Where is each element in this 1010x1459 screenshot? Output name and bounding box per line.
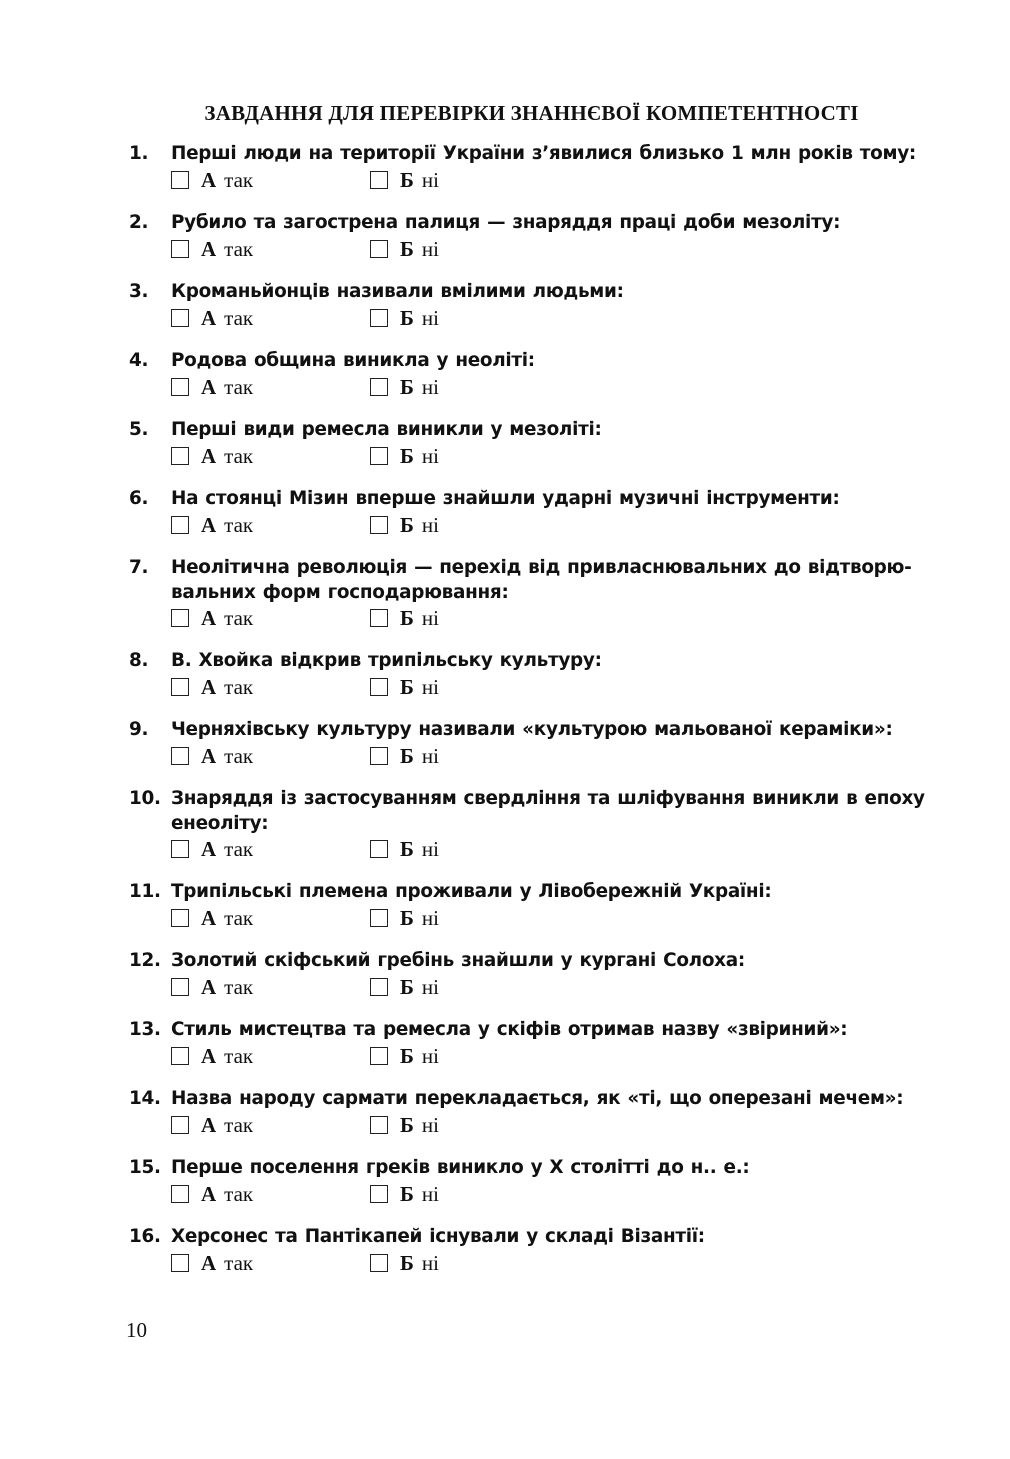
checkbox[interactable] [171, 171, 189, 189]
option-label: так [224, 236, 254, 261]
question-number: 4. [129, 350, 149, 371]
answer-options [171, 836, 939, 863]
checkbox[interactable] [171, 609, 189, 627]
question-15 [129, 1155, 939, 1208]
option-label: так [224, 1250, 254, 1275]
question-text: Трипільські племена проживали у Лівобережній Україні: [171, 881, 772, 902]
option-letter: Б [400, 836, 414, 861]
option-a-yes[interactable] [171, 838, 253, 860]
checkbox[interactable] [171, 1254, 189, 1272]
option-a-yes[interactable] [171, 1045, 253, 1067]
checkbox[interactable] [171, 240, 189, 258]
question-text: Рубило та загострена палиця — знаряддя праці доби мезоліту: [171, 212, 841, 233]
answer-options [171, 374, 939, 401]
option-label: так [224, 1112, 254, 1137]
question-7 [129, 555, 939, 632]
question-text: На стоянці Мізин вперше знайшли ударні музичні інструменти: [171, 488, 840, 509]
option-label: так [224, 605, 254, 630]
question-number: 12. [129, 950, 161, 971]
option-a-yes[interactable] [171, 376, 253, 398]
option-letter: Б [400, 443, 414, 468]
option-letter: Б [400, 236, 414, 261]
page-title: ЗАВДАННЯ ДЛЯ ПЕРЕВІРКИ ЗНАННЄВОЇ КОМПЕТЕНТНОСТІ [204, 101, 859, 125]
checkbox[interactable] [171, 978, 189, 996]
option-letter: А [201, 1250, 217, 1275]
option-b-no[interactable] [370, 907, 439, 929]
option-label: ні [421, 512, 439, 537]
option-label: ні [421, 1112, 439, 1137]
answer-options [171, 1043, 939, 1070]
option-letter: А [201, 305, 217, 330]
option-a-yes[interactable] [171, 676, 253, 698]
option-label: так [224, 305, 254, 330]
checkbox[interactable] [171, 747, 189, 765]
option-letter: А [201, 836, 217, 861]
question-text: Стиль мистецтва та ремесла у скіфів отримав назву «звіриний»: [171, 1019, 848, 1040]
option-letter: А [201, 512, 217, 537]
option-letter: Б [400, 374, 414, 399]
option-label: так [224, 974, 254, 999]
option-label: так [224, 512, 254, 537]
option-b-no[interactable] [370, 238, 439, 260]
answer-options [171, 1181, 939, 1208]
option-letter: Б [400, 674, 414, 699]
checkbox[interactable] [171, 678, 189, 696]
option-label: ні [421, 974, 439, 999]
answer-options [171, 1112, 939, 1139]
question-9 [129, 717, 939, 770]
option-label: так [224, 905, 254, 930]
question-13 [129, 1017, 939, 1070]
checkbox[interactable] [370, 378, 388, 396]
option-letter: А [201, 1043, 217, 1068]
option-label: так [224, 167, 254, 192]
checkbox[interactable] [370, 309, 388, 327]
checkbox[interactable] [370, 1116, 388, 1134]
question-text: Перше поселення греків виникло у Х столітті до н.. е.: [171, 1157, 750, 1178]
question-number: 3. [129, 281, 149, 302]
option-letter: А [201, 443, 217, 468]
option-label: так [224, 1043, 254, 1068]
answer-options [171, 305, 939, 332]
question-number: 6. [129, 488, 149, 509]
option-label: ні [421, 305, 439, 330]
option-label: так [224, 743, 254, 768]
option-a-yes[interactable] [171, 169, 253, 191]
option-b-no[interactable] [370, 745, 439, 767]
option-label: ні [421, 905, 439, 930]
checkbox[interactable] [370, 747, 388, 765]
checkbox[interactable] [370, 978, 388, 996]
question-text: Неолітична революція — перехід від привласнювальних до відтворю-вальних форм господарювання: [171, 557, 912, 603]
question-number: 10. [129, 788, 161, 809]
option-label: ні [421, 1181, 439, 1206]
question-5 [129, 417, 939, 470]
question-text: Золотий скіфський гребінь знайшли у кургані Солоха: [171, 950, 745, 971]
question-text: Назва народу сармати перекладається, як «ті, що оперезані мечем»: [171, 1088, 904, 1109]
answer-options [171, 167, 939, 194]
option-letter: А [201, 167, 217, 192]
option-a-yes[interactable] [171, 607, 253, 629]
option-letter: Б [400, 1112, 414, 1137]
checkbox[interactable] [370, 609, 388, 627]
question-text: Херсонес та Пантікапей існували у складі Візантії: [171, 1226, 705, 1247]
question-text: Перші види ремесла виникли у мезоліті: [171, 419, 602, 440]
option-b-no[interactable] [370, 1252, 439, 1274]
option-b-no[interactable] [370, 838, 439, 860]
question-14 [129, 1086, 939, 1139]
answer-options [171, 605, 939, 632]
question-number: 15. [129, 1157, 161, 1178]
question-11 [129, 879, 939, 932]
option-letter: А [201, 1181, 217, 1206]
option-a-yes[interactable] [171, 976, 253, 998]
option-a-yes[interactable] [171, 514, 253, 536]
option-b-no[interactable] [370, 676, 439, 698]
checkbox[interactable] [171, 1047, 189, 1065]
option-letter: Б [400, 905, 414, 930]
option-label: так [224, 374, 254, 399]
question-text: В. Хвойка відкрив трипільську культуру: [171, 650, 602, 671]
question-1 [129, 141, 939, 194]
answer-options [171, 974, 939, 1001]
option-a-yes[interactable] [171, 307, 253, 329]
question-number: 11. [129, 881, 161, 902]
question-16 [129, 1224, 939, 1277]
option-label: так [224, 443, 254, 468]
option-a-yes[interactable] [171, 907, 253, 929]
checkbox[interactable] [171, 516, 189, 534]
option-letter: Б [400, 512, 414, 537]
checkbox[interactable] [171, 840, 189, 858]
question-text: Перші люди на території України з’явилися близько 1 млн років тому: [171, 143, 916, 164]
option-letter: Б [400, 974, 414, 999]
option-label: ні [421, 236, 439, 261]
question-list [129, 141, 939, 1293]
checkbox[interactable] [370, 1047, 388, 1065]
question-number: 8. [129, 650, 149, 671]
answer-options [171, 443, 939, 470]
option-label: ні [421, 836, 439, 861]
option-a-yes[interactable] [171, 1252, 253, 1274]
option-label: ні [421, 443, 439, 468]
checkbox[interactable] [370, 240, 388, 258]
question-8 [129, 648, 939, 701]
option-label: ні [421, 743, 439, 768]
checkbox[interactable] [171, 1116, 189, 1134]
option-label: так [224, 836, 254, 861]
question-2 [129, 210, 939, 263]
question-10 [129, 786, 939, 863]
option-b-no[interactable] [370, 445, 439, 467]
checkbox[interactable] [370, 447, 388, 465]
option-a-yes[interactable] [171, 1114, 253, 1136]
question-12 [129, 948, 939, 1001]
question-number: 16. [129, 1226, 161, 1247]
question-number: 5. [129, 419, 149, 440]
option-a-yes[interactable] [171, 238, 253, 260]
question-number: 13. [129, 1019, 161, 1040]
checkbox[interactable] [171, 378, 189, 396]
answer-options [171, 1250, 939, 1277]
option-a-yes[interactable] [171, 745, 253, 767]
option-letter: Б [400, 1181, 414, 1206]
option-letter: А [201, 374, 217, 399]
option-b-no[interactable] [370, 1183, 439, 1205]
option-letter: А [201, 1112, 217, 1137]
question-4 [129, 348, 939, 401]
option-b-no[interactable] [370, 169, 439, 191]
option-letter: А [201, 743, 217, 768]
option-b-no[interactable] [370, 376, 439, 398]
option-b-no[interactable] [370, 514, 439, 536]
question-number: 2. [129, 212, 149, 233]
option-letter: Б [400, 605, 414, 630]
option-letter: Б [400, 1250, 414, 1275]
answer-options [171, 512, 939, 539]
question-text: Родова община виникла у неоліті: [171, 350, 535, 371]
question-text: Черняхівську культуру називали «культурою мальованої кераміки»: [171, 719, 893, 740]
option-label: ні [421, 1250, 439, 1275]
option-label: так [224, 1181, 254, 1206]
question-6 [129, 486, 939, 539]
option-b-no[interactable] [370, 1114, 439, 1136]
question-3 [129, 279, 939, 332]
checkbox[interactable] [370, 1185, 388, 1203]
option-label: ні [421, 605, 439, 630]
checkbox[interactable] [370, 516, 388, 534]
option-letter: А [201, 674, 217, 699]
option-b-no[interactable] [370, 1045, 439, 1067]
option-label: так [224, 674, 254, 699]
option-letter: Б [400, 743, 414, 768]
answer-options [171, 905, 939, 932]
option-b-no[interactable] [370, 607, 439, 629]
option-b-no[interactable] [370, 976, 439, 998]
checkbox[interactable] [370, 909, 388, 927]
option-label: ні [421, 674, 439, 699]
option-label: ні [421, 374, 439, 399]
checkbox[interactable] [370, 840, 388, 858]
answer-options [171, 743, 939, 770]
checkbox[interactable] [370, 1254, 388, 1272]
option-letter: Б [400, 167, 414, 192]
checkbox[interactable] [171, 1185, 189, 1203]
option-label: ні [421, 167, 439, 192]
option-b-no[interactable] [370, 307, 439, 329]
option-a-yes[interactable] [171, 445, 253, 467]
option-letter: А [201, 974, 217, 999]
question-number: 9. [129, 719, 149, 740]
option-a-yes[interactable] [171, 1183, 253, 1205]
option-label: ні [421, 1043, 439, 1068]
page-number: 10 [126, 1318, 147, 1342]
question-number: 14. [129, 1088, 161, 1109]
option-letter: А [201, 236, 217, 261]
question-text: Знаряддя із застосуванням свердління та шліфування виникли в епоху енеоліту: [171, 788, 925, 834]
question-text: Кроманьйонців називали вмілими людьми: [171, 281, 624, 302]
checkbox[interactable] [370, 678, 388, 696]
checkbox[interactable] [171, 309, 189, 327]
option-letter: Б [400, 305, 414, 330]
question-number: 1. [129, 143, 149, 164]
answer-options [171, 236, 939, 263]
option-letter: А [201, 905, 217, 930]
checkbox[interactable] [171, 447, 189, 465]
checkbox[interactable] [370, 171, 388, 189]
option-letter: Б [400, 1043, 414, 1068]
question-number: 7. [129, 557, 149, 578]
option-letter: А [201, 605, 217, 630]
answer-options [171, 674, 939, 701]
checkbox[interactable] [171, 909, 189, 927]
